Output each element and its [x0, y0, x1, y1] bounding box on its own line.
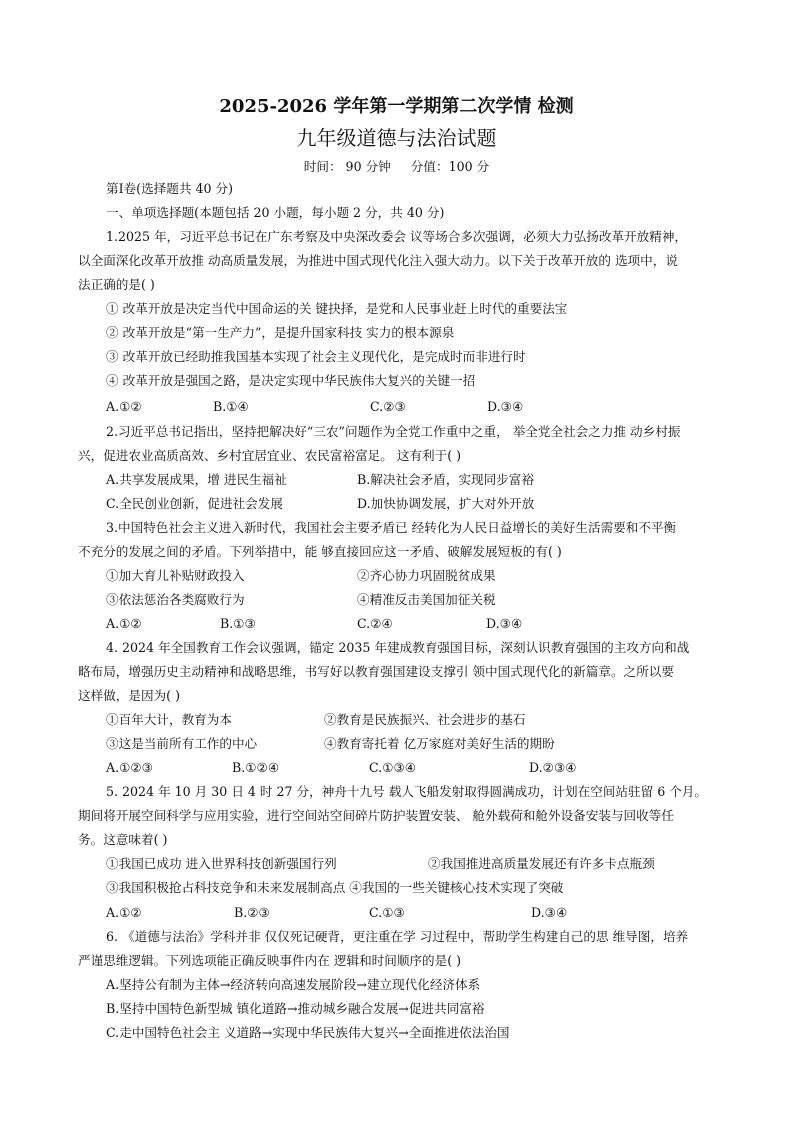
q4-option-b: B.①②④ [232, 760, 280, 775]
q5-line-3: 务。这意味着( ) [78, 832, 168, 847]
q4-line-3: 这样做，是因为( ) [78, 688, 180, 703]
q3-item-4: ④精准反击美国加征关税 [357, 592, 496, 607]
q4-item-4: ④教育寄托着 亿万家庭对美好生活的期盼 [324, 736, 555, 751]
exam-time: 时间： 90 分钟 [303, 159, 391, 174]
q5-option-d: D.③④ [531, 905, 568, 920]
q5-item-2: ②我国推进高质量发展还有许多卡点瓶颈 [428, 856, 655, 871]
section-heading: 一、单项选择题(本题包括 20 小题，每小题 2 分，共 40 分) [106, 205, 445, 220]
q3-item-1: ①加大育儿补贴财政投入 [106, 568, 245, 583]
page-title: 2025-2026 学年第一学期第二次学情 检测 [219, 96, 574, 117]
q6-option-b: B.坚持中国特色新型城 镇化道路→推动城乡融合发展→促进共同富裕 [106, 1001, 485, 1016]
q4-line-1: 4. 2024 年全国教育工作会议强调，锚定 2035 年建成教育强国目标，深刻认识教育强国的主攻方向和战 [106, 640, 690, 655]
q3-item-3: ③依法惩治各类腐败行为 [106, 592, 245, 607]
exam-score: 分值：100 分 [410, 159, 490, 174]
q6-line-1: 6. 《道德与法治》学科并非 仅仅死记硬背，更注重在学 习过程中，帮助学生构建自己的思 维导图，培养 [106, 929, 689, 944]
q3-option-b: B.①③ [220, 616, 256, 631]
q6-option-c: C.走中国特色社会主 义道路→实现中华民族伟大复兴→全面推进依法治国 [106, 1025, 510, 1040]
q2-option-c: C.全民创业创新，促进社会发展 [106, 496, 283, 511]
q5-item-1: ①我国已成功 进入世界科技创新强国行列 [106, 856, 337, 871]
part-heading: 第Ⅰ卷(选择题共 40 分) [106, 181, 233, 196]
q3-option-c: C.②④ [357, 616, 393, 631]
q2-option-d: D.加快协调发展，扩大对外开放 [357, 496, 535, 511]
q3-line-1: 3.中国特色社会主义进入新时代，我国社会主要矛盾已 经转化为人民日益增长的美好生活需要和不平衡 [106, 520, 677, 535]
q1-option-a: A.①② [106, 399, 142, 414]
q1-line-3: 法正确的是( ) [78, 277, 155, 292]
exam-meta [0, 156, 793, 175]
q4-line-2: 略布局，增强历史主动精神和战略思维，书写好以教育强国建设支撑引 领中国式现代化的新篇章。之所以要 [78, 664, 674, 679]
q6-option-a: A.坚持公有制为主体→经济转向高速发展阶段→建立现代化经济体系 [106, 977, 481, 992]
q1-line-2: 以全面深化改革开放推 动高质量发展，为推进中国式现代化注入强大动力。以下关于改革开放的 选项中，说 [78, 253, 678, 268]
page-subtitle: 九年级道德与法治试题 [296, 126, 497, 150]
q1-line-1: 1.2025 年，习近平总书记在广东考察及中央深改委会 议等场合多次强调，必须大力弘扬改革开放精神， [106, 229, 688, 244]
q2-line-1: 2.习近平总书记指出，坚持把解决好“三农”问题作为全党工作重中之重， 举全党全社会之力推 动乡村振 [106, 424, 681, 439]
q5-option-c: C.①③ [369, 905, 405, 920]
q1-item-3: ③ 改革开放已经助推我国基本实现了社会主义现代化，是完成时而非进行时 [106, 349, 526, 364]
q4-item-3: ③这是当前所有工作的中心 [106, 736, 258, 751]
q5-option-a: A.①② [106, 905, 142, 920]
q1-item-2: ② 改革开放是“第一生产力”，是提升国家科技 实力的根本源泉 [106, 325, 455, 340]
q4-item-1: ①百年大计，教育为本 [106, 712, 232, 727]
q4-option-d: D.②③④ [529, 760, 577, 775]
q1-option-d: D.③④ [487, 399, 524, 414]
q2-option-a: A.共享发展成果，增 进民生福祉 [106, 472, 287, 487]
q1-item-4: ④ 改革开放是强国之路，是决定实现中华民族伟大复兴的关键一招 [106, 373, 476, 388]
q2-option-b: B.解决社会矛盾，实现同步富裕 [357, 472, 534, 487]
q6-line-2: 严谨思维逻辑。下列选项能正确反映事件内在 逻辑和时间顺序的是( ) [78, 953, 462, 968]
q3-option-a: A.①② [106, 616, 142, 631]
q5-line-1: 5. 2024 年 10 月 30 日 4 时 27 分，神舟十九号 载人飞船发射取得圆满成功，计划在空间站驻留 6 个月。 [106, 784, 707, 799]
q5-line-2: 期间将开展空间科学与应用实验，进行空间站空间碎片防护装置安装、 舱外载荷和舱外设备安装与回收等任 [78, 808, 674, 823]
q5-option-b: B.②③ [234, 905, 270, 920]
q4-option-a: A.①②③ [106, 760, 153, 775]
q5-item-3: ③我国积极抢占科技竞争和未来发展制高点 ④我国的一些关键核心技术实现了突破 [106, 880, 564, 895]
q2-line-2: 兴，促进农业高质高效、乡村宜居宜业、农民富裕富足。 这有利于( ) [78, 448, 462, 463]
q4-item-2: ②教育是民族振兴、社会进步的基石 [324, 712, 526, 727]
q3-line-2: 不充分的发展之间的矛盾。下列举措中，能 够直接回应这一矛盾、破解发展短板的有( ) [78, 544, 562, 559]
q4-option-c: C.①③④ [369, 760, 417, 775]
q1-item-1: ① 改革开放是决定当代中国命运的关 键抉择，是党和人民事业赶上时代的重要法宝 [106, 301, 568, 316]
q1-option-c: C.②③ [370, 399, 406, 414]
q3-option-d: D.③④ [486, 616, 523, 631]
q1-option-b: B.①④ [213, 399, 249, 414]
q3-item-2: ②齐心协力巩固脱贫成果 [357, 568, 496, 583]
